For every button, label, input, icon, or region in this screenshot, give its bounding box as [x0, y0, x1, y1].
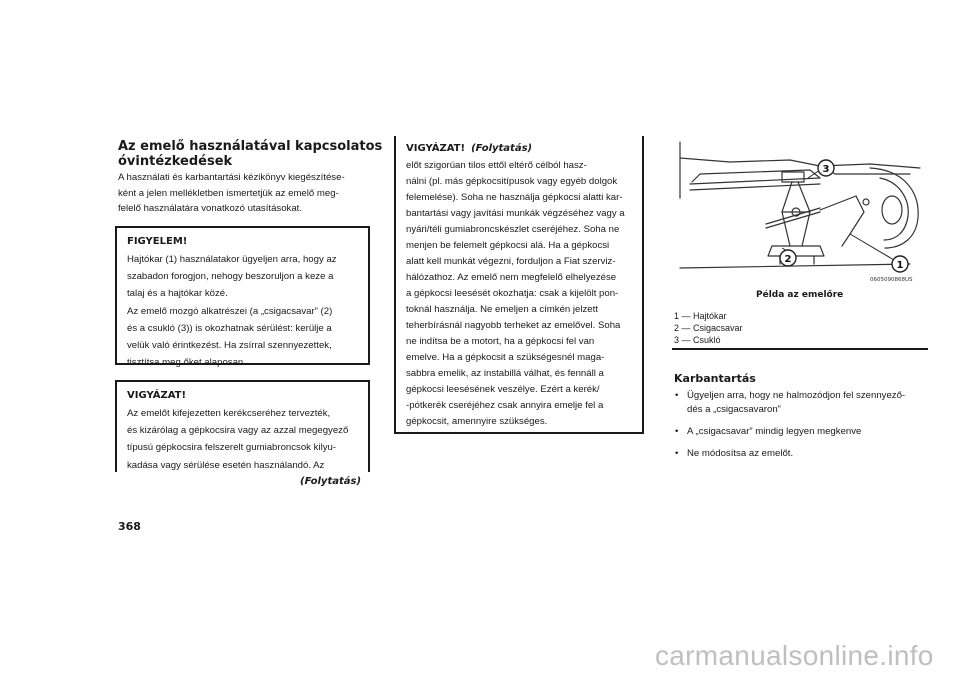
figyelem-warning-box [115, 226, 370, 369]
vigyazat-continued-label: VIGYÁZAT! [406, 143, 466, 154]
vigyazat-continued-line: emelve. Ha a gépkocsit a szükségesnél maga- [406, 352, 605, 363]
list-item-line: • Ne módosítsa az emelőt. [687, 448, 794, 459]
karbantartas-list [672, 389, 930, 469]
figure-code: 0605090868US [870, 277, 913, 283]
vigyazat-line: kadása vagy sérülése esetén használandó. Az [127, 459, 325, 471]
vigyazat-continued-line: sabbra emelik, az instabillá válhat, és fennáll a [406, 368, 604, 379]
figure-legend [674, 310, 743, 346]
list-item [672, 425, 930, 439]
vigyazat-continued-line: előt szigorúan tilos ettől eltérő célból hasz- [406, 160, 587, 171]
vigyazat-continued-line: toknál használja. Ne emeljen a címkén jelzett [406, 304, 598, 315]
vigyazat-title: VIGYÁZAT! [127, 390, 187, 401]
vigyazat-continued-box [394, 136, 644, 434]
vigyazat-continued-suffix: (Folytatás) [471, 143, 533, 154]
figyelem-line: tisztítsa meg őket alaposan. [127, 357, 246, 369]
intro-line: ként a jelen mellékletben ismertetjük az emelő meg- [118, 187, 339, 199]
vigyazat-continued-line: hálózathoz. Az emelő nem megfelelő elhelyezése [406, 272, 617, 283]
intro-line: A használati és karbantartási kézikönyv kiegészítése- [118, 172, 345, 183]
vigyazat-line: típusú gépkocsira felszerelt gumiabroncsok kilyu- [127, 442, 337, 454]
vigyazat-continued-line: felemelése). Soha ne használja gépkocsi alatti kar- [406, 192, 623, 203]
jack-illustration [670, 138, 926, 290]
vigyazat-continued-line: ne indítsa be a motort, ha a gépkocsi fel van [406, 336, 595, 347]
figyelem-line: Hajtókar (1) használatakor ügyeljen arra, hogy az [127, 254, 337, 265]
figure-caption: Példa az emelőre [756, 290, 844, 300]
callout-1: 1 [896, 260, 904, 271]
vigyazat-continued-line: gépkocsi leesésének veszélye. Ezért a kerék/ [406, 384, 600, 395]
list-item-line: dés a „csigacsavaron” [687, 404, 781, 415]
figyelem-line: talaj és a hajtókar közé. [127, 288, 228, 300]
vigyazat-continued-line: menjen be felemelt gépkocsi alá. Ha a gépkocsi [406, 240, 610, 251]
continued-note: (Folytatás) [300, 476, 362, 487]
callout-2: 2 [784, 254, 792, 265]
legend-item: 3 — Csukló [674, 335, 721, 345]
section-title-line1: Az emelő használatával kapcsolatos [118, 139, 383, 154]
vigyazat-continued-line: nálni (pl. más gépkocsitípusok vagy egyéb dolgok [406, 176, 618, 187]
figyelem-line: velük való érintkezést. Ha zsírral szennyezettek, [127, 340, 332, 352]
vigyazat-warning-box [115, 380, 370, 472]
intro-paragraph [118, 170, 366, 217]
figure-divider [672, 348, 928, 350]
legend-item: 1 — Hajtókar [674, 311, 727, 321]
vigyazat-continued-line: alatt kell munkát végezni, forduljon a Fiat szerviz- [406, 256, 616, 267]
figyelem-line: Az emelő mozgó alkatrészei (a „csigacsavar” (2) [127, 305, 333, 317]
intro-line: felelő használatára vonatkozó utasításokat. [118, 203, 302, 214]
vigyazat-continued-line: gépkocsit, amennyire szükséges. [406, 416, 548, 427]
vigyazat-continued-line: bantartási vagy javítási munkák végzéséhez vagy a [406, 208, 625, 219]
karbantartas-heading: Karbantartás [674, 372, 756, 385]
vigyazat-line: Az emelőt kifejezetten kerékcseréhez tervezték, [127, 408, 331, 419]
page-number: 368 [118, 520, 141, 533]
section-title [118, 139, 382, 169]
legend-item: 2 — Csigacsavar [674, 323, 743, 333]
section-title-line2: óvintézkedések [118, 154, 233, 169]
figyelem-line: szabadon forogjon, nehogy beszoruljon a keze a [127, 271, 334, 283]
list-item [672, 389, 930, 417]
vigyazat-continued-line: nyári/téli gumiabroncskészlet cseréjéhez. Soha ne [406, 224, 620, 235]
vigyazat-line: és kizárólag a gépkocsira vagy az azzal megegyező [127, 425, 349, 437]
vigyazat-continued-title [406, 142, 634, 156]
figyelem-line: és a csukló (3)) is okozhatnak sérülést: kerülje a [127, 322, 332, 334]
vigyazat-continued-line: a gépkocsi leesését okozhatja: csak a kijelölt pon- [406, 288, 619, 299]
list-item-line: • A „csigacsavar” mindig legyen megkenve [687, 426, 862, 437]
watermark: carmanualsonline.info [655, 640, 934, 671]
vigyazat-continued-line: -pótkerék cseréjéhez csak annyira emelje fel a [406, 400, 604, 411]
figyelem-title: FIGYELEM! [127, 236, 188, 247]
list-item [672, 447, 930, 461]
jack-drawing [670, 138, 926, 290]
list-item-line: • Ügyeljen arra, hogy ne halmozódjon fel szennyező- [687, 390, 906, 401]
callout-3: 3 [822, 164, 830, 175]
vigyazat-continued-line: teherbírásnál nagyobb terheket az emelővel. Soha [406, 320, 621, 331]
